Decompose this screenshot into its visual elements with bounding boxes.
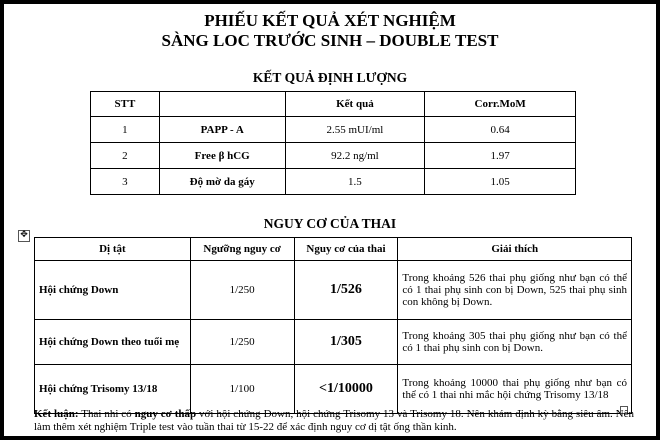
quant-mom: 0.64 <box>425 117 576 143</box>
table-row <box>35 261 632 320</box>
quant-header-result: Kết quả <box>285 92 425 117</box>
move-cross-icon[interactable]: ✥ <box>18 230 30 242</box>
table-row <box>91 169 576 195</box>
quant-header-row <box>91 92 576 117</box>
table-row <box>91 143 576 169</box>
risk-name: Hội chứng Down theo tuổi mẹ <box>35 320 191 365</box>
quant-result: 92.2 ng/ml <box>285 143 425 169</box>
quant-stt: 1 <box>91 117 160 143</box>
risk-value: 1/526 <box>294 261 398 320</box>
risk-name: Hội chứng Down <box>35 261 191 320</box>
quant-result: 1.5 <box>285 169 425 195</box>
risk-threshold: 1/100 <box>190 365 294 414</box>
risk-header-defect: Dị tật <box>35 238 191 261</box>
risk-explain: Trong khoảng 305 thai phụ giống như bạn có thể có 1 thai phụ sinh con bị Down. <box>398 320 632 365</box>
quant-mom: 1.05 <box>425 169 576 195</box>
table-row <box>35 365 632 414</box>
risk-table <box>34 237 632 414</box>
risk-value: 1/305 <box>294 320 398 365</box>
page-title-line2: SÀNG LOC TRƯỚC SINH – DOUBLE TEST <box>161 31 499 50</box>
quant-name: PAPP - A <box>159 117 285 143</box>
document-page <box>4 4 656 436</box>
risk-header-explain: Giải thích <box>398 238 632 261</box>
table-row <box>35 320 632 365</box>
quant-name: Độ mờ da gáy <box>159 169 285 195</box>
quant-header-name <box>159 92 285 117</box>
quant-table <box>90 91 576 195</box>
conclusion-text-1: Thai nhi có <box>78 408 135 420</box>
quant-header-mom: Corr.MoM <box>425 92 576 117</box>
conclusion-text-2: với hội chứng Down, hội chứng Trisomy 13 và Trisomy 18. Nên khám định kỳ bằng siêu âm. Nên làm thêm xét nghiệm Triple test vào tuần thai từ 15-22 để xác định nguy cơ dị tật ống thần kinh. <box>34 408 635 433</box>
risk-name: Hội chứng Trisomy 13/18 <box>35 365 191 414</box>
quant-stt: 3 <box>91 169 160 195</box>
risk-threshold: 1/250 <box>190 261 294 320</box>
risk-header-row <box>35 238 632 261</box>
risk-value: <1/10000 <box>294 365 398 414</box>
risk-explain: Trong khoảng 10000 thai phụ giống như bạn có thể có 1 thai nhi mắc hội chứng Trisomy 13/18 <box>398 365 632 414</box>
quant-stt: 2 <box>91 143 160 169</box>
quant-result: 2.55 mUI/ml <box>285 117 425 143</box>
risk-header-risk: Nguy cơ của thai <box>294 238 398 261</box>
quant-mom: 1.97 <box>425 143 576 169</box>
page-title-line1: PHIẾU KẾT QUẢ XÉT NGHIỆM <box>204 11 456 30</box>
conclusion-label: Kết luận: <box>34 408 79 420</box>
quant-name: Free β hCG <box>159 143 285 169</box>
risk-threshold: 1/250 <box>190 320 294 365</box>
risk-explain: Trong khoảng 526 thai phụ giống như bạn có thể có 1 thai phụ sinh con bị Down, 525 thai phụ sinh con không bị Down. <box>398 261 632 320</box>
conclusion <box>34 408 634 434</box>
risk-heading: NGUY CƠ CỦA THAI <box>263 216 397 231</box>
table-row <box>91 117 576 143</box>
conclusion-emphasis: nguy cơ thấp <box>134 408 197 420</box>
quant-header-stt: STT <box>91 92 160 117</box>
quant-heading: KẾT QUẢ ĐỊNH LƯỢNG <box>252 70 408 85</box>
risk-header-threshold: Ngưỡng nguy cơ <box>190 238 294 261</box>
